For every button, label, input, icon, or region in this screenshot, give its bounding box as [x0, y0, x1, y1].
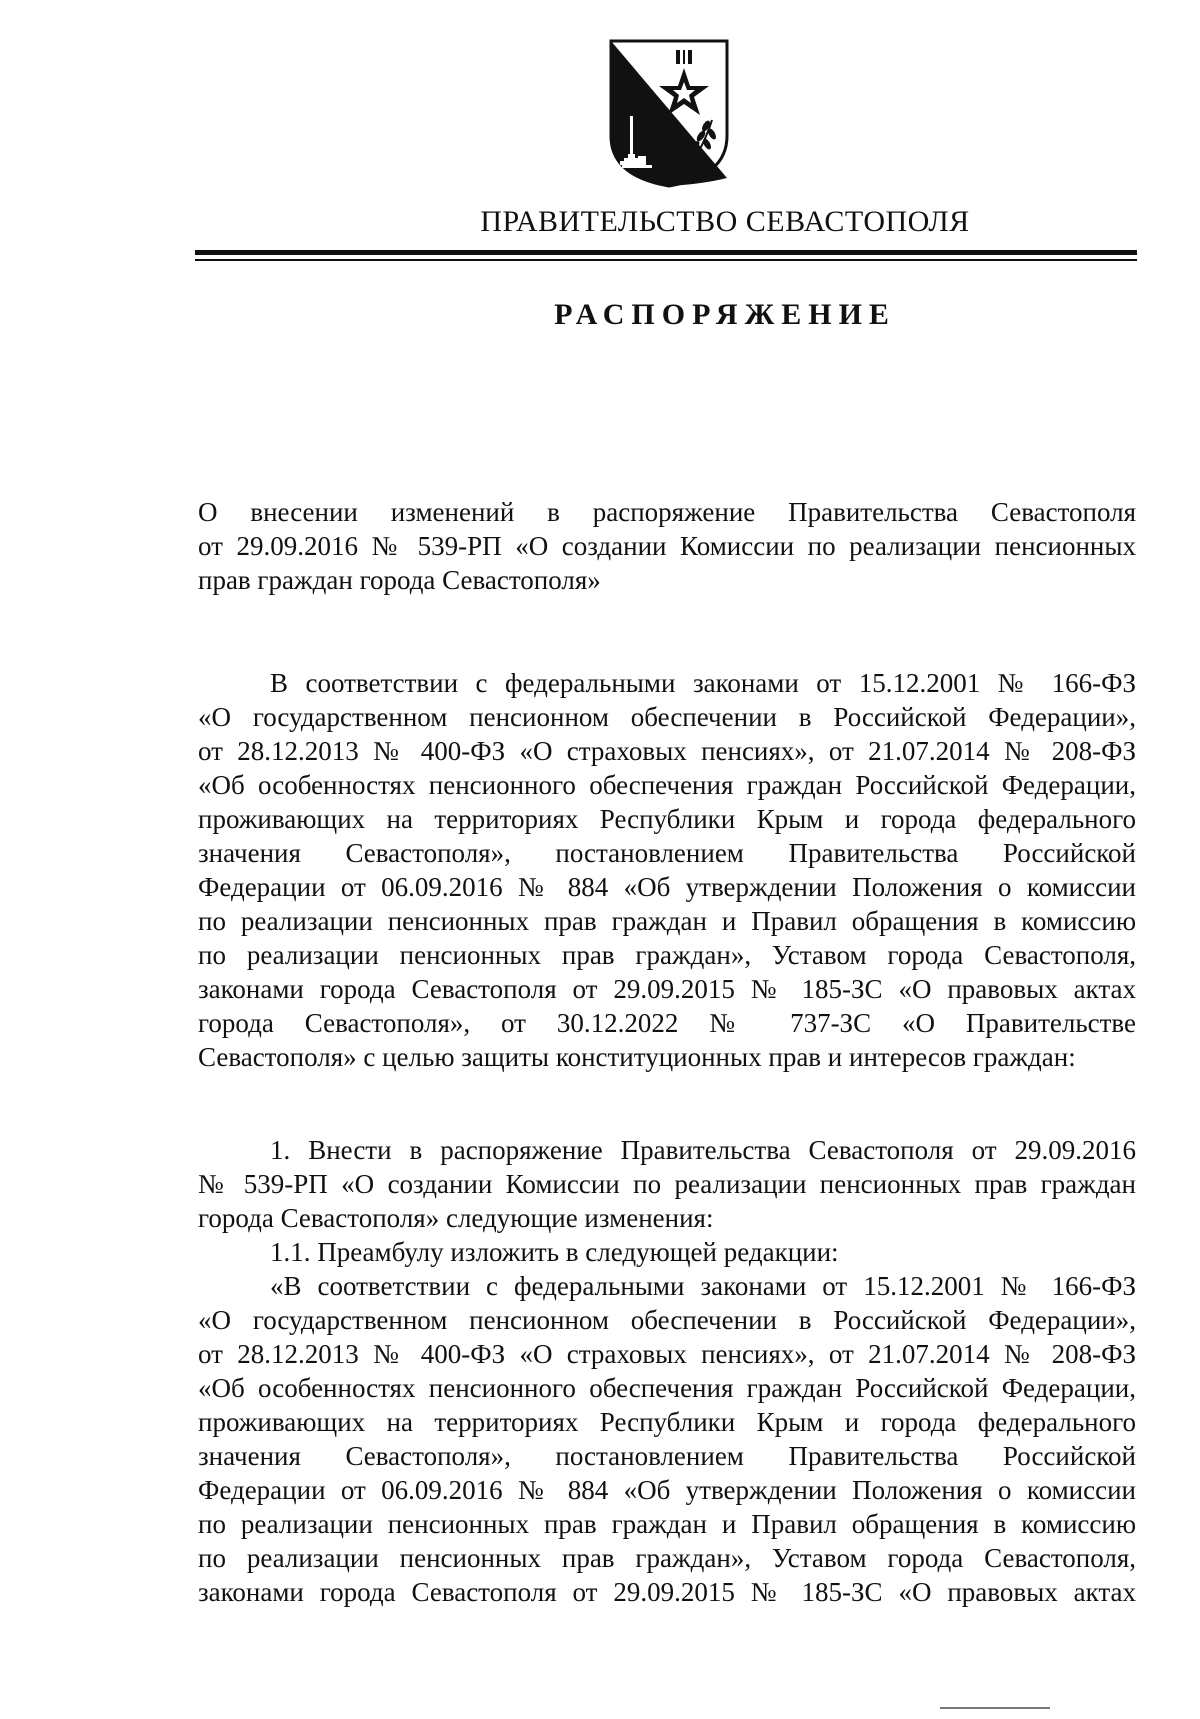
preamble-line: «О государственном пенсионном обеспечении в Российской Федерации»,: [198, 702, 1136, 732]
document-type-heading: РАСПОРЯЖЕНИЕ: [554, 298, 896, 331]
footer-scan-mark: [940, 1707, 1050, 1709]
preamble-line: города Севастополя», от 30.12.2022 № 737-ЗС «О Правительстве: [198, 1008, 1136, 1038]
organization-name: ПРАВИТЕЛЬСТВО СЕВАСТОПОЛЯ: [480, 205, 970, 238]
body-line: 1.1. Преамбулу изложить в следующей редакции:: [270, 1237, 839, 1267]
preamble-paragraph: [198, 666, 1136, 1074]
body-line: города Севастополя» следующие изменения:: [198, 1203, 714, 1233]
preamble-line: по реализации пенсионных прав граждан», Уставом города Севастополя,: [198, 940, 1136, 970]
title-line: прав граждан города Севастополя»: [198, 565, 601, 595]
preamble-line: от 28.12.2013 № 400-ФЗ «О страховых пенсиях», от 21.07.2014 № 208-ФЗ: [198, 736, 1136, 766]
body-line: Федерации от 06.09.2016 № 884 «Об утверждении Положения о комиссии: [198, 1475, 1136, 1505]
title-line: от 29.09.2016 № 539-РП «О создании Комиссии по реализации пенсионных: [198, 531, 1136, 561]
preamble-line: законами города Севастополя от 29.09.2015 № 185-ЗС «О правовых актах: [198, 974, 1136, 1004]
sevastopol-coat-of-arms-icon: [608, 38, 730, 188]
preamble-line: по реализации пенсионных прав граждан и Правил обращения в комиссию: [198, 906, 1136, 936]
preamble-line: «Об особенностях пенсионного обеспечения граждан Российской Федерации,: [198, 770, 1136, 800]
preamble-line: Севастополя» с целью защиты конституционных прав и интересов граждан:: [198, 1042, 1076, 1072]
body-line: «О государственном пенсионном обеспечении в Российской Федерации»,: [198, 1305, 1136, 1335]
header-divider-thin: [195, 259, 1137, 261]
body-line: по реализации пенсионных прав граждан и Правил обращения в комиссию: [198, 1509, 1136, 1539]
preamble-line: В соответствии с федеральными законами от 15.12.2001 № 166-ФЗ: [270, 668, 1136, 698]
body-line: по реализации пенсионных прав граждан», Уставом города Севастополя,: [198, 1543, 1136, 1573]
body-line: проживающих на территориях Республики Крым и города федерального: [198, 1407, 1136, 1437]
body-paragraph: [198, 1133, 1136, 1609]
body-line: значения Севастополя», постановлением Правительства Российской: [198, 1441, 1136, 1471]
body-line: от 28.12.2013 № 400-ФЗ «О страховых пенсиях», от 21.07.2014 № 208-ФЗ: [198, 1339, 1136, 1369]
body-line: законами города Севастополя от 29.09.2015 № 185-ЗС «О правовых актах: [198, 1577, 1136, 1607]
body-line: 1. Внести в распоряжение Правительства Севастополя от 29.09.2016: [270, 1135, 1136, 1165]
preamble-line: Федерации от 06.09.2016 № 884 «Об утверждении Положения о комиссии: [198, 872, 1136, 902]
header-divider-thick: [195, 250, 1137, 255]
preamble-line: проживающих на территориях Республики Крым и города федерального: [198, 804, 1136, 834]
document-title: [198, 495, 1136, 597]
body-line: «В соответствии с федеральными законами от 15.12.2001 № 166-ФЗ: [270, 1271, 1136, 1301]
body-line: «Об особенностях пенсионного обеспечения граждан Российской Федерации,: [198, 1373, 1136, 1403]
preamble-line: значения Севастополя», постановлением Правительства Российской: [198, 838, 1136, 868]
body-line: № 539-РП «О создании Комиссии по реализации пенсионных прав граждан: [198, 1169, 1136, 1199]
title-line: О внесении изменений в распоряжение Правительства Севастополя: [198, 497, 1136, 527]
